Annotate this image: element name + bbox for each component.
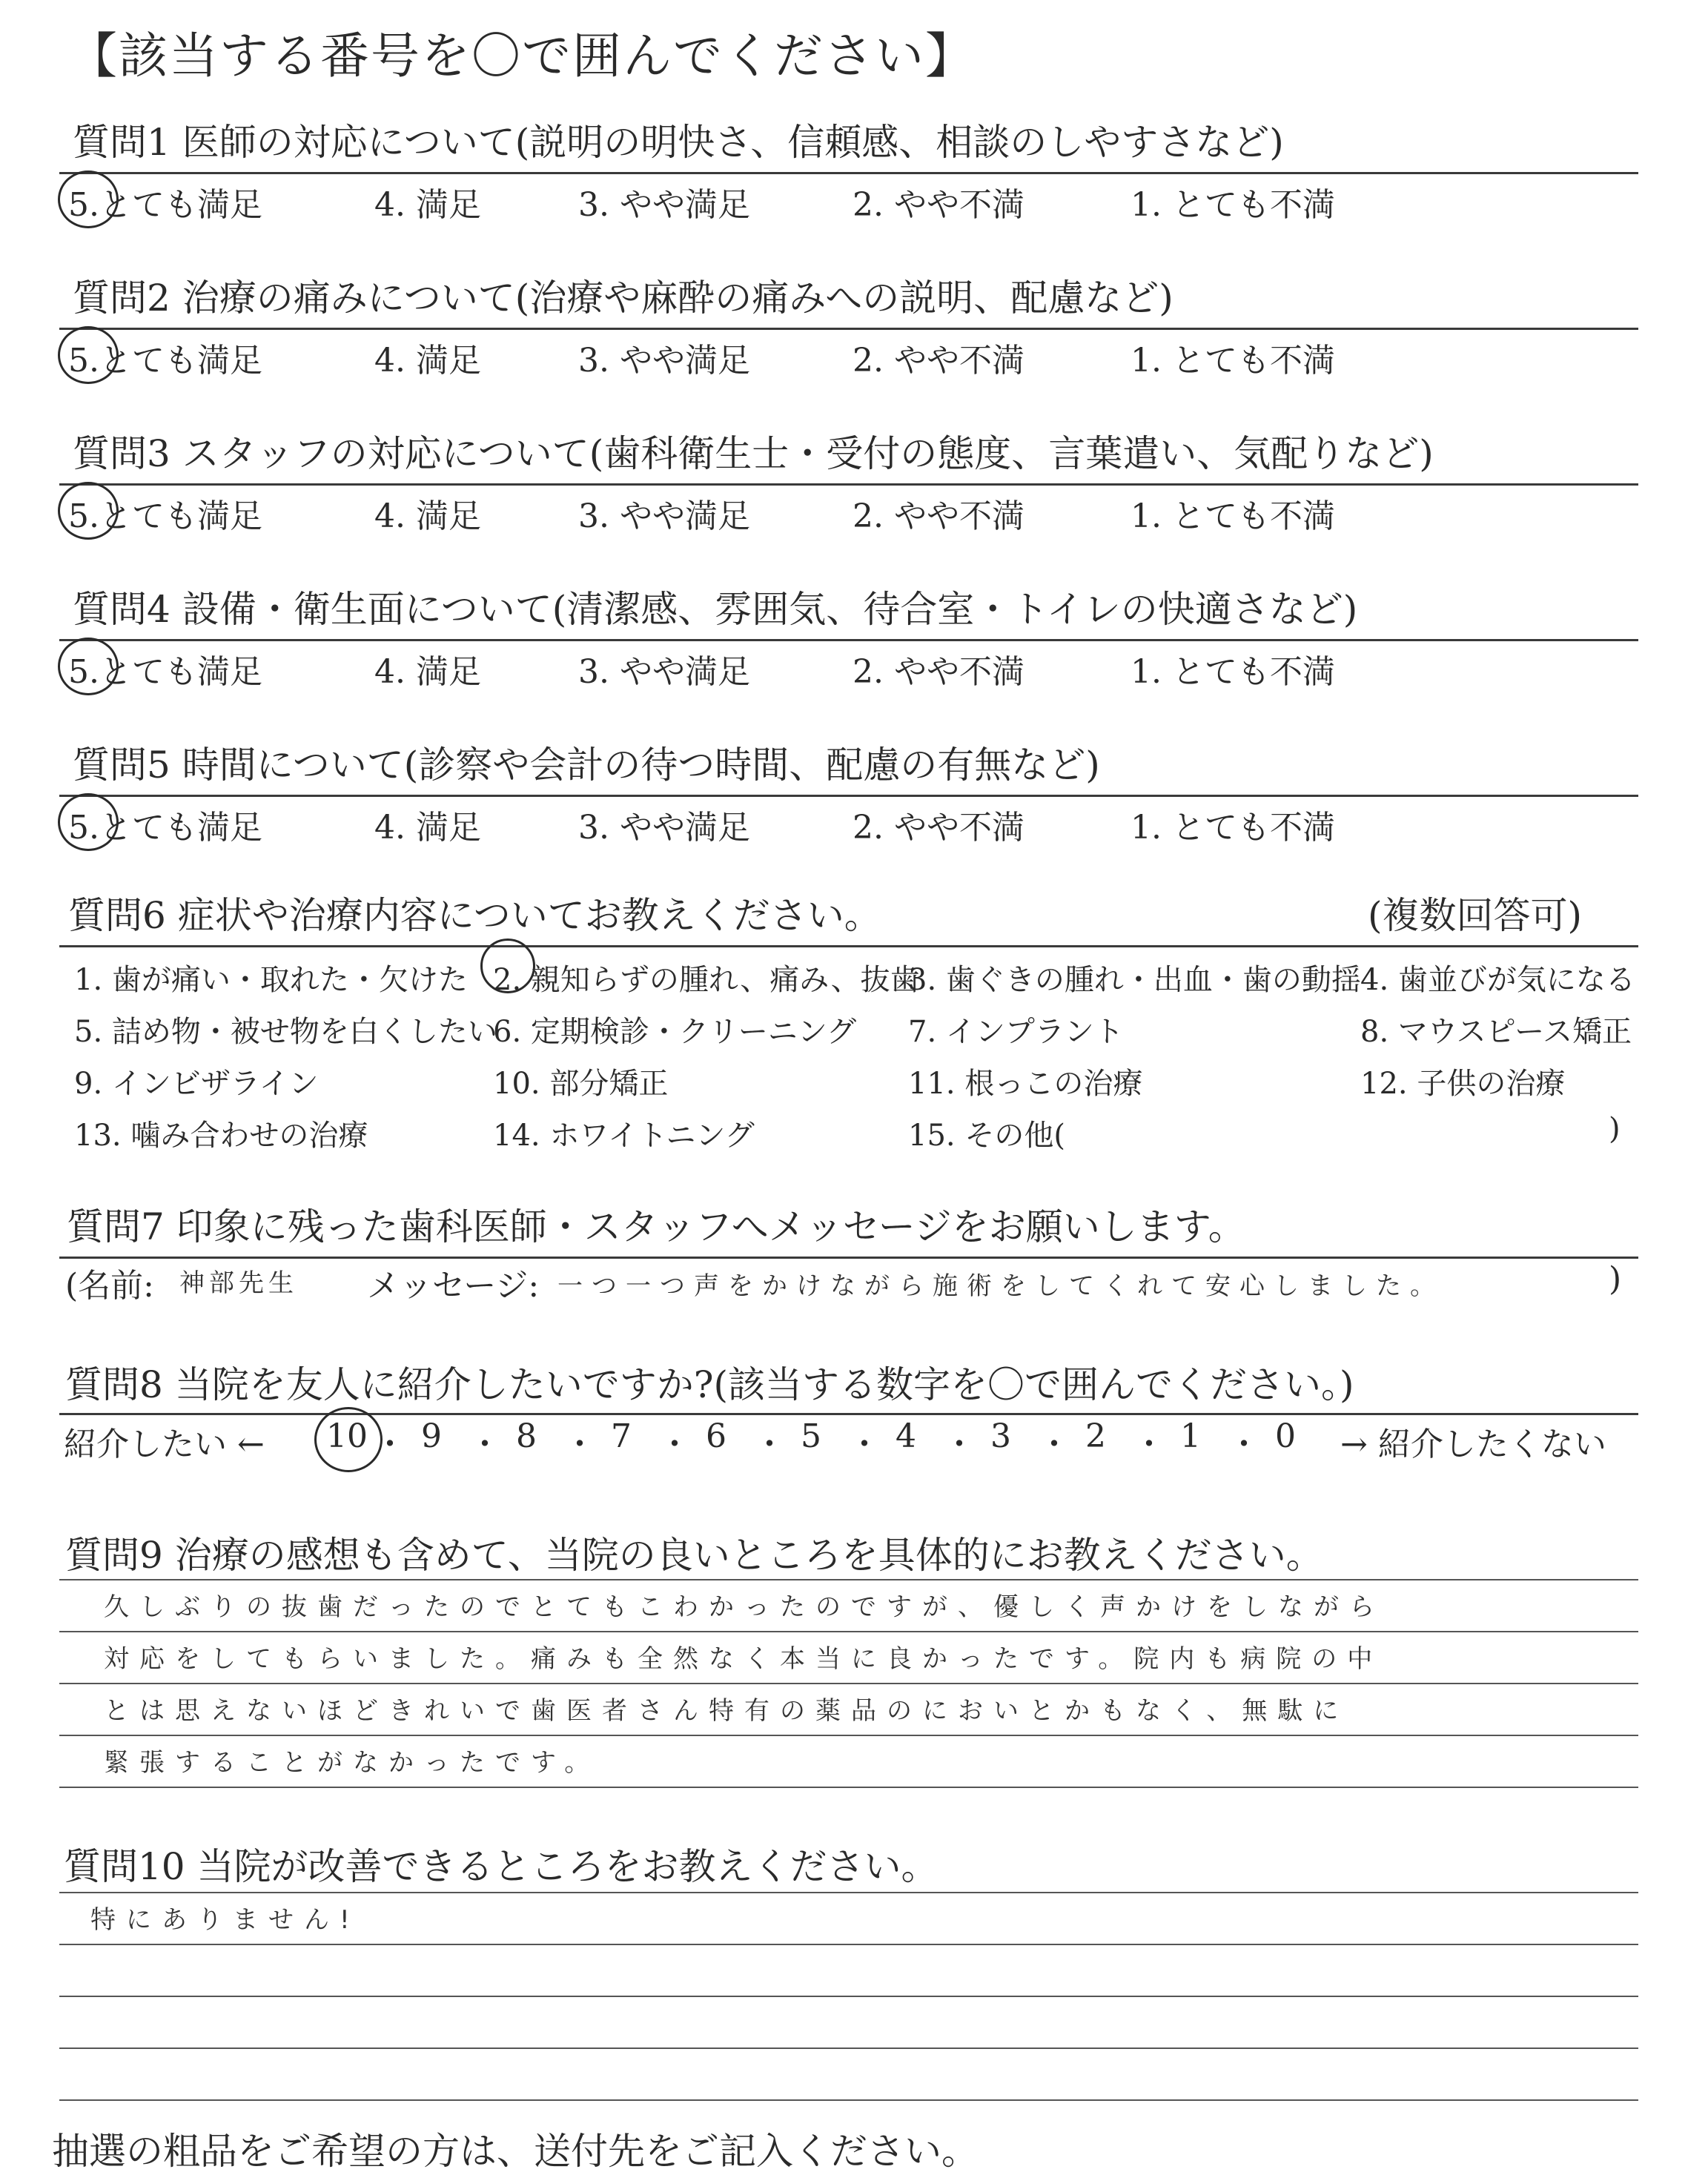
rating-option: 1. とても不満 — [1131, 186, 1335, 224]
rating-option: 5.とても満足 — [68, 186, 262, 224]
rating-option: 1. とても不満 — [1131, 342, 1335, 380]
rating-option: 3. やや満足 — [578, 186, 750, 224]
rating-option: 2. やや不満 — [853, 809, 1025, 847]
answer-rule — [59, 2047, 1638, 2049]
scale-dot: ・ — [943, 1426, 976, 1463]
q6-title: 質問6 症状や治療内容についてお教えください。 — [68, 894, 881, 937]
rating-option: 4. 満足 — [374, 497, 481, 535]
handwritten-line: 久しぶりの抜歯だったのでとてもこわかったのですが、優しく声かけをしながら — [104, 1592, 1385, 1622]
q7-close: ) — [1609, 1260, 1622, 1298]
question-rule — [59, 639, 1638, 641]
rating-option: 1. とても不満 — [1131, 653, 1335, 691]
scale-dot: ・ — [658, 1426, 691, 1463]
scale-number: 1 — [1180, 1417, 1201, 1455]
question-title: 質問1 医師の対応について(説明の明快さ、信頼感、相談のしやすさなど) — [73, 121, 1284, 164]
scale-dot: ・ — [848, 1426, 881, 1463]
q6-option: 11. 根っこの治療 — [908, 1067, 1143, 1101]
rating-option: 3. やや満足 — [578, 653, 750, 691]
q6-option: 15. その他( — [908, 1119, 1065, 1153]
rating-option: 1. とても不満 — [1131, 809, 1335, 847]
rating-option: 5.とても満足 — [68, 809, 262, 847]
answer-rule — [59, 1683, 1638, 1684]
rating-option: 1. とても不満 — [1131, 497, 1335, 535]
answer-rule — [59, 1631, 1638, 1632]
rating-option: 2. やや不満 — [853, 186, 1025, 224]
q6-option: 14. ホワイトニング — [493, 1119, 755, 1153]
scale-dot: ・ — [1228, 1426, 1260, 1463]
q6-option: ) — [1609, 1112, 1621, 1146]
selected-circle — [58, 638, 119, 695]
q6-option: 5. 詰め物・被せ物を白くしたい — [74, 1015, 497, 1049]
selected-circle — [58, 482, 119, 540]
rating-option: 4. 満足 — [374, 809, 481, 847]
q6-option: 3. 歯ぐきの腫れ・出血・歯の動揺 — [908, 963, 1361, 997]
q8-rule — [59, 1413, 1638, 1415]
q10-title: 質問10 当院が改善できるところをお教えください。 — [64, 1845, 939, 1888]
q8-left-label: 紹介したい ← — [64, 1426, 265, 1463]
scale-number: 9 — [421, 1417, 442, 1455]
rating-option: 2. やや不満 — [853, 342, 1025, 380]
rating-option: 2. やや不満 — [853, 497, 1025, 535]
rating-option: 4. 満足 — [374, 653, 481, 691]
question-title: 質問4 設備・衛生面について(清潔感、雰囲気、待合室・トイレの快適さなど) — [73, 588, 1358, 631]
scale-number: 6 — [706, 1417, 726, 1455]
question-title: 質問3 スタッフの対応について(歯科衛生士・受付の態度、言葉遣い、気配りなど) — [73, 432, 1434, 475]
answer-rule — [59, 1944, 1638, 1945]
q7-message-value: 一つ一つ声をかけながら施術をしてくれて安心しました。 — [557, 1271, 1444, 1301]
q6-option: 2. 親知らずの腫れ、痛み、抜歯 — [493, 963, 920, 997]
answer-rule — [59, 2099, 1638, 2101]
scale-number: 3 — [990, 1417, 1011, 1455]
rating-option: 4. 満足 — [374, 186, 481, 224]
answer-rule — [59, 1892, 1638, 1893]
rating-option: 5.とても満足 — [68, 497, 262, 535]
scale-dot: ・ — [753, 1426, 786, 1463]
selected-circle — [58, 326, 119, 384]
q9-title: 質問9 治療の感想も含めて、当院の良いところを具体的にお教えください。 — [65, 1534, 1323, 1577]
q7-message-label: メッセージ: — [367, 1267, 540, 1305]
q6-option: 8. マウスピース矯正 — [1360, 1015, 1632, 1049]
scale-dot: ・ — [1133, 1426, 1165, 1463]
rating-option: 4. 満足 — [374, 342, 481, 380]
q7-rule — [59, 1257, 1638, 1259]
handwritten-line: 特にありません! — [90, 1905, 360, 1935]
rating-option: 2. やや不満 — [853, 653, 1025, 691]
answer-rule — [59, 1996, 1638, 1997]
q6-note: (複数回答可) — [1368, 894, 1583, 937]
selected-circle — [58, 793, 119, 851]
q7-title: 質問7 印象に残った歯科医師・スタッフへメッセージをお願いします。 — [67, 1205, 1245, 1248]
answer-rule — [59, 1787, 1638, 1788]
footer-text: 抽選の粗品をご希望の方は、送付先をご記入ください。 — [52, 2130, 979, 2173]
q7-name-label: (名前: — [65, 1267, 154, 1305]
q6-option: 12. 子供の治療 — [1360, 1067, 1566, 1101]
q8-right-label: → 紹介したくない — [1340, 1426, 1606, 1463]
scale-number: 4 — [896, 1417, 916, 1455]
answer-rule — [59, 1579, 1638, 1580]
q7-name-value: 神部先生 — [179, 1268, 298, 1298]
scale-number: 8 — [516, 1417, 537, 1455]
rating-option: 3. やや満足 — [578, 809, 750, 847]
q6-option: 9. インビザライン — [74, 1067, 319, 1101]
handwritten-line: 対応をしてもらいました。痛みも全然なく本当に良かったです。院内も病院の中 — [104, 1644, 1383, 1674]
rating-option: 3. やや満足 — [578, 342, 750, 380]
q6-option: 10. 部分矯正 — [493, 1067, 669, 1101]
handwritten-line: 緊張することがなかったです。 — [104, 1748, 600, 1778]
handwritten-line: とは思えないほどきれいで歯医者さん特有の薬品のにおいとかもなく、無駄に — [104, 1696, 1349, 1726]
scale-dot: ・ — [374, 1426, 406, 1463]
question-rule — [59, 483, 1638, 486]
question-rule — [59, 328, 1638, 330]
q6-rule — [59, 945, 1638, 947]
scale-number: 10 — [326, 1417, 368, 1455]
rating-option: 5.とても満足 — [68, 342, 262, 380]
q6-option: 4. 歯並びが気になる — [1360, 963, 1635, 997]
scale-number: 5 — [801, 1417, 821, 1455]
selected-circle — [58, 171, 119, 228]
scale-number: 0 — [1275, 1417, 1296, 1455]
scale-dot: ・ — [1038, 1426, 1070, 1463]
q6-option: 1. 歯が痛い・取れた・欠けた — [74, 963, 468, 997]
rating-option: 3. やや満足 — [578, 497, 750, 535]
question-title: 質問2 治療の痛みについて(治療や麻酔の痛みへの説明、配慮など) — [73, 277, 1174, 320]
scale-dot: ・ — [469, 1426, 501, 1463]
question-rule — [59, 795, 1638, 797]
scale-number: 2 — [1085, 1417, 1106, 1455]
scale-dot: ・ — [563, 1426, 596, 1463]
q6-option: 13. 噛み合わせの治療 — [74, 1119, 368, 1153]
rating-option: 5.とても満足 — [68, 653, 262, 691]
question-rule — [59, 172, 1638, 174]
q6-selected-circle — [480, 938, 535, 993]
q8-selected-circle — [314, 1407, 383, 1472]
answer-rule — [59, 1735, 1638, 1736]
q8-title: 質問8 当院を友人に紹介したいですか?(該当する数字を〇で囲んでください。) — [65, 1363, 1354, 1406]
page-header: 【該当する番号を〇で囲んでください】 — [68, 27, 976, 85]
scale-number: 7 — [611, 1417, 632, 1455]
question-title: 質問5 時間について(診察や会計の待つ時間、配慮の有無など) — [73, 744, 1100, 787]
q6-option: 7. インプラント — [908, 1015, 1124, 1049]
q6-option: 6. 定期検診・クリーニング — [493, 1015, 857, 1049]
